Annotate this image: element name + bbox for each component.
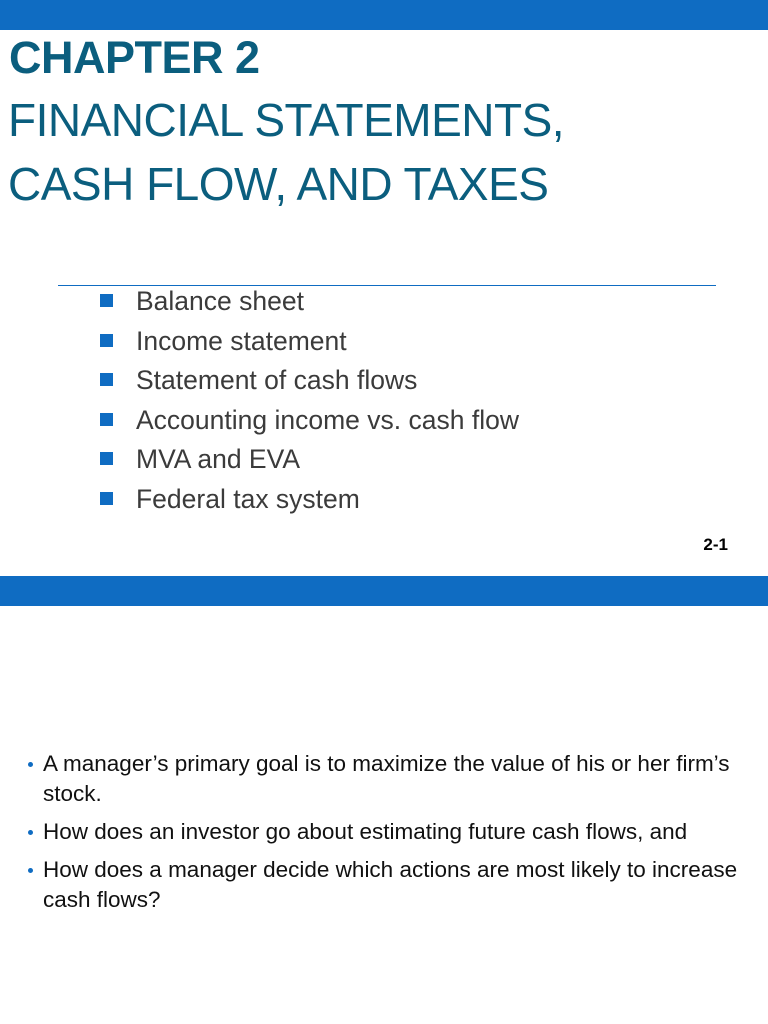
topic-label: Income statement	[136, 325, 347, 356]
body-bullet-item	[24, 855, 744, 915]
topic-item	[100, 361, 519, 401]
body-bullet-item	[24, 817, 744, 847]
topic-label: MVA and EVA	[136, 444, 300, 474]
slide-number: 2-1	[703, 535, 728, 554]
body-bullet-text: A manager’s primary goal is to maximize the value of his or her firm’s stock.	[43, 751, 730, 806]
slide-2	[0, 576, 768, 1024]
slide-title-line-1: FINANCIAL STATEMENTS,	[8, 94, 565, 146]
topic-label: Statement of cash flows	[136, 365, 418, 395]
topic-label: Accounting income vs. cash flow	[136, 404, 519, 435]
chapter-heading: CHAPTER 2	[9, 32, 260, 83]
top-accent-band	[0, 0, 768, 30]
body-bullet-text: How does an investor go about estimating future cash flows, and	[43, 819, 688, 844]
round-bullet-icon	[28, 762, 33, 767]
square-bullet-icon	[100, 294, 113, 307]
top-accent-band	[0, 576, 768, 606]
slide-title-line-2: CASH FLOW, AND TAXES	[8, 158, 549, 210]
topic-list	[100, 282, 519, 519]
topic-item	[100, 480, 519, 520]
topic-item	[100, 440, 519, 480]
topic-label: Balance sheet	[136, 286, 304, 316]
topic-item	[100, 401, 519, 441]
topic-label: Federal tax system	[136, 483, 360, 514]
body-bullet-list	[24, 749, 744, 923]
round-bullet-icon	[28, 830, 33, 835]
topic-item	[100, 322, 519, 362]
round-bullet-icon	[28, 868, 33, 873]
body-bullet-item	[24, 749, 744, 809]
square-bullet-icon	[100, 492, 113, 505]
body-bullet-text: How does a manager decide which actions are most likely to increase cash flows?	[43, 857, 738, 912]
square-bullet-icon	[100, 452, 113, 465]
square-bullet-icon	[100, 334, 113, 347]
square-bullet-icon	[100, 413, 113, 426]
topic-item	[100, 282, 519, 322]
square-bullet-icon	[100, 373, 113, 386]
